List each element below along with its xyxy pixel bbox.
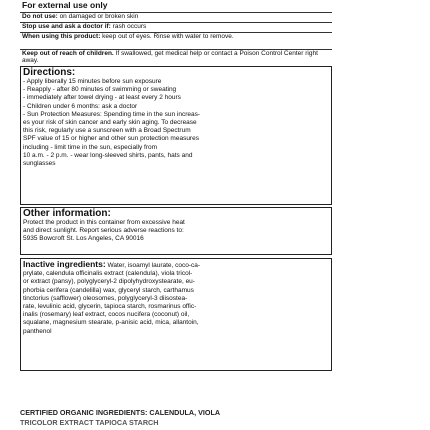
inactive-line: panthenol: [23, 327, 52, 335]
inactive-line: or extract (pansy), polyglyceryl-2 dipolyhydroxystearate, eu-: [23, 278, 195, 286]
inactive-line: tinctorius (safflower) oleosomes, polyglyceryl-3 diisostea-: [23, 294, 188, 302]
inactive-line: prylate, calendula officinalis extract (calendula), viola tricol-: [23, 270, 193, 278]
warning-keep-out-of-reach: Keep out of reach of children. If swallowed, get medical help or contact a Poison Control Center right away.: [22, 50, 318, 64]
directions-line: - Reapply - after 80 minutes of swimming or sweating: [23, 86, 177, 94]
inactive-line: rate, levulinic acid, glycerin, tapioca starch, rosmarinus offic-: [23, 303, 197, 311]
directions-line: this risk, regularly use a sunscreen with a Broad Spectrum: [23, 127, 191, 135]
other-information-title: Other information:: [23, 208, 111, 219]
inactive-line: phorbia cerifera (candelilla) wax, glyceryl starch, carthamus: [23, 286, 194, 294]
inactive-ingredients-title: Inactive ingredients:: [23, 259, 106, 269]
other-information-line: and direct sunlight. Report serious adverse reactions to:: [23, 227, 184, 235]
directions-line: SPF value of 15 or higher and other sun protection measures: [23, 135, 199, 143]
inactive-line: inalis (rosemary) leaf extract, cocos nucifera (coconut) oil,: [23, 311, 190, 319]
footer-line-2: TRICOLOR EXTRACT TAPIOCA STARCH: [20, 418, 159, 427]
warning-when-using: When using this product: keep out of eyes. Rinse with water to remove.: [22, 33, 234, 40]
warning-stop-use: Stop use and ask a doctor if: rash occurs: [22, 23, 147, 30]
directions-title: Directions:: [23, 67, 76, 78]
directions-line: including - limit time in the sun, especially from: [23, 143, 158, 151]
directions-line: - immediately after towel drying - at least every 2 hours: [23, 94, 181, 102]
warning-do-not-use: Do not use: on damaged or broken skin: [22, 13, 139, 20]
directions-line: - Apply liberally 15 minutes before sun exposure: [23, 78, 162, 85]
directions-line: 10 a.m. - 2 p.m. - wear long-sleeved shirts, pants, hats and: [23, 151, 193, 159]
directions-line: - Children under 6 months: ask a doctor: [23, 102, 138, 110]
directions-line: sunglasses: [23, 160, 56, 168]
external-use-title: For external use only: [22, 0, 108, 10]
inactive-first-line: Inactive ingredients: Water, isoamyl laurate, coco-ca-: [23, 259, 201, 269]
inactive-line: squalane, magnesium stearate, p-anisic acid, mica, allantoin,: [23, 319, 199, 327]
footer-line-1: CERTIFIED ORGANIC INGREDIENTS: CALENDULA, VIOLA: [20, 408, 221, 417]
drug-facts-label: [20, 0, 370, 430]
directions-line: - Sun Protection Measures: Spending time in the sun increas-: [23, 110, 201, 118]
other-information-line: 5935 Bowcroft St. Los Angeles, CA 90016: [23, 235, 144, 243]
certified-organic-footer: [20, 408, 350, 428]
directions-line: es your risk of skin cancer and early skin aging. To decrease: [23, 119, 197, 127]
other-information-line: Protect the product in this container from excessive heat: [23, 219, 185, 226]
other-information-box: [20, 207, 332, 255]
inactive-ingredients-box: [20, 258, 332, 371]
directions-box: [20, 66, 332, 205]
